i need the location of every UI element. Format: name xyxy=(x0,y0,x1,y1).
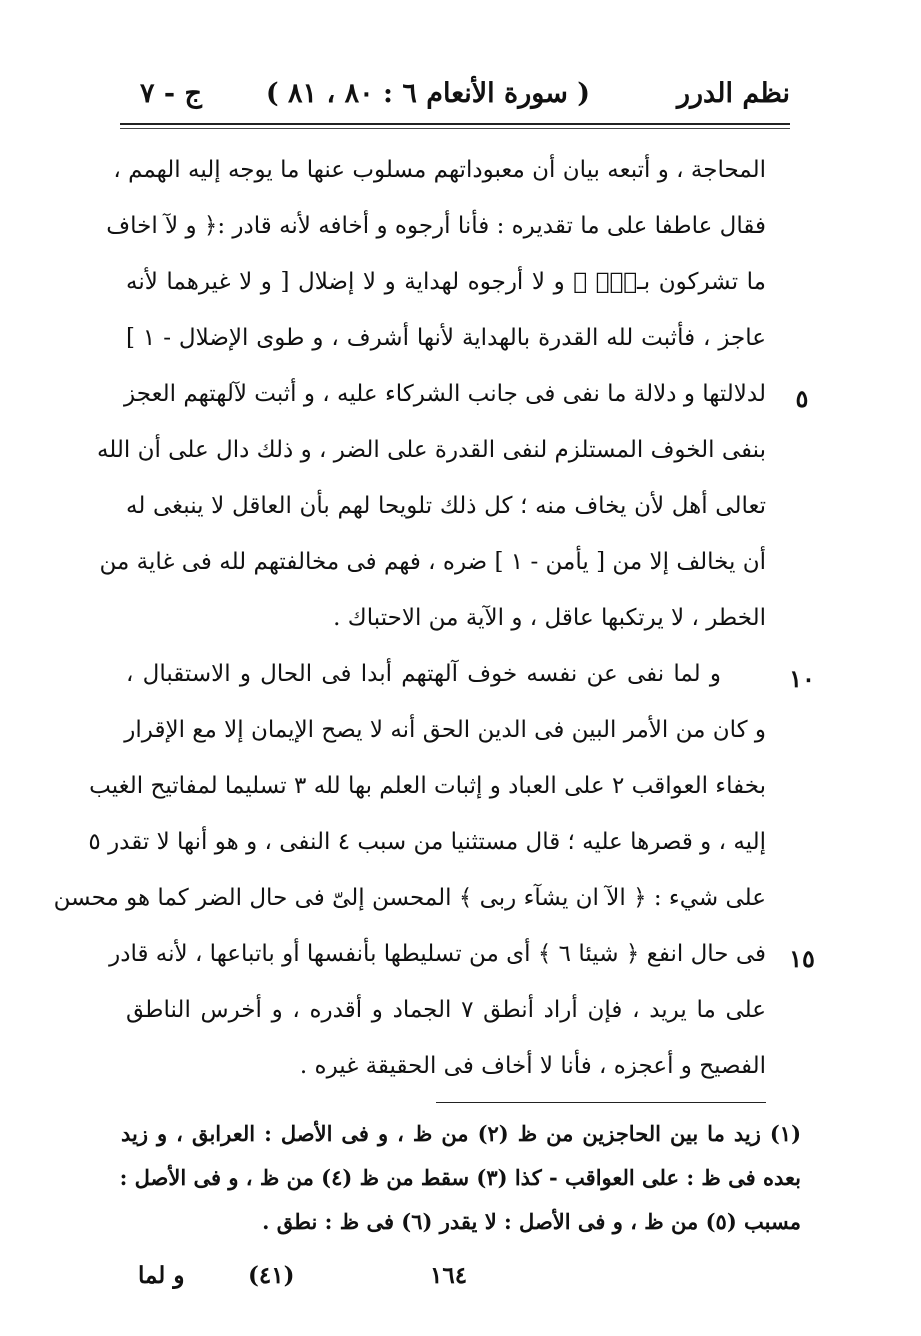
text-line: تعالى أهل لأن يخاف منه ؛ كل ذلك تلويحا لهم بأن العاقل لا ينبغى له xyxy=(126,493,766,519)
text-line: الفصيح و أعجزه ، فأنا لا أخاف فى الحقيقة غيره . xyxy=(299,1053,766,1079)
text-line: بخفاء العواقب ٢ على العباد و إثبات العلم بها لله ٣ تسليما لمفاتيح الغيب xyxy=(89,773,766,799)
line-number-5: ٥ xyxy=(795,384,809,413)
text-line: و كان من الأمر البين فى الدين الحق أنه لا يصح الإيمان إلا مع الإقرار xyxy=(124,717,766,743)
running-header xyxy=(120,78,790,118)
text-line: عاجز ، فأثبت لله القدرة بالهداية لأنها أشرف ، و طوى الإضلال - ١ ] xyxy=(126,325,766,351)
surah-reference: ( سورة الأنعام ٦ : ٨٠ ، ٨١ ) xyxy=(265,78,590,109)
line-number-15: ١٥ xyxy=(789,944,815,973)
volume-number: ج - ٧ xyxy=(140,78,202,109)
page-number: ١٦٤ xyxy=(430,1262,468,1289)
footnote-rule xyxy=(436,1102,766,1103)
signature-mark: (٤١) xyxy=(248,1262,295,1289)
line-number-10: ١٠ xyxy=(789,664,815,693)
text-line: فقال عاطفا على ما تقديره : فأنا أرجوه و أخافه لأنه قادر :﴿ و لآ اخاف xyxy=(106,213,766,239)
text-line: المحاجة ، و أتبعه بيان أن معبوداتهم مسلوب عنها ما يوجه إليه الهمم ، xyxy=(113,157,766,183)
text-line: أن يخالف إلا من [ يأمن - ١ ] ضره ، فهم فى مخالفتهم لله فى غاية من xyxy=(99,549,766,575)
footnote-line: بعده فى ظ : على العواقب - كذا (٣) سقط من ظ (٤) من ظ ، و فى الأصل : xyxy=(119,1165,801,1190)
text-line: لدلالتها و دلالة ما نفى فى جانب الشركاء عليه ، و أثبت لآلهتهم العجز xyxy=(124,381,766,407)
text-line: بنفى الخوف المستلزم لنفى القدرة على الضر ، و ذلك دال على أن الله xyxy=(96,437,766,463)
text-line: الخطر ، لا يرتكبها عاقل ، و الآية من الاحتباك . xyxy=(333,605,766,631)
book-title: نظم الدرر xyxy=(676,78,790,109)
text-line: و لما نفى عن نفسه خوف آلهتهم أبدا فى الحال و الاستقبال ، xyxy=(126,661,721,687)
text-line: فى حال انفع ﴿ شيئا ٦ ﴾ أى من تسليطها بأنفسها أو باتباعها ، لأنه قادر xyxy=(109,941,766,967)
text-line: على شيء : ﴿ الآ ان يشآء ربى ﴾ المحسن إلىّ فى حال الضر كما هو محسن xyxy=(53,885,766,911)
text-line: إليه ، و قصرها عليه ؛ قال مستثنيا من سبب ٤ النفى ، و هو أنها لا تقدر ٥ xyxy=(88,829,766,855)
text-line: على ما يريد ، فإن أراد أنطق ٧ الجماد و أقدره ، و أخرس الناطق xyxy=(126,997,766,1023)
footnote-line: مسبب (٥) من ظ ، و فى الأصل : لا يقدر (٦) فى ظ : نطق . xyxy=(262,1209,801,1234)
catchword: و لما xyxy=(138,1262,185,1289)
text-line: ما تشركون بـهٖٓ ﴾ و لا أرجوه لهداية و لا إضلال [ و لا غيرهما لأنه xyxy=(126,269,766,295)
header-rule xyxy=(120,123,790,129)
footnote-line: (١) زيد ما بين الحاجزين من ظ (٢) من ظ ، و فى الأصل : العرابق ، و زيد xyxy=(121,1121,802,1146)
